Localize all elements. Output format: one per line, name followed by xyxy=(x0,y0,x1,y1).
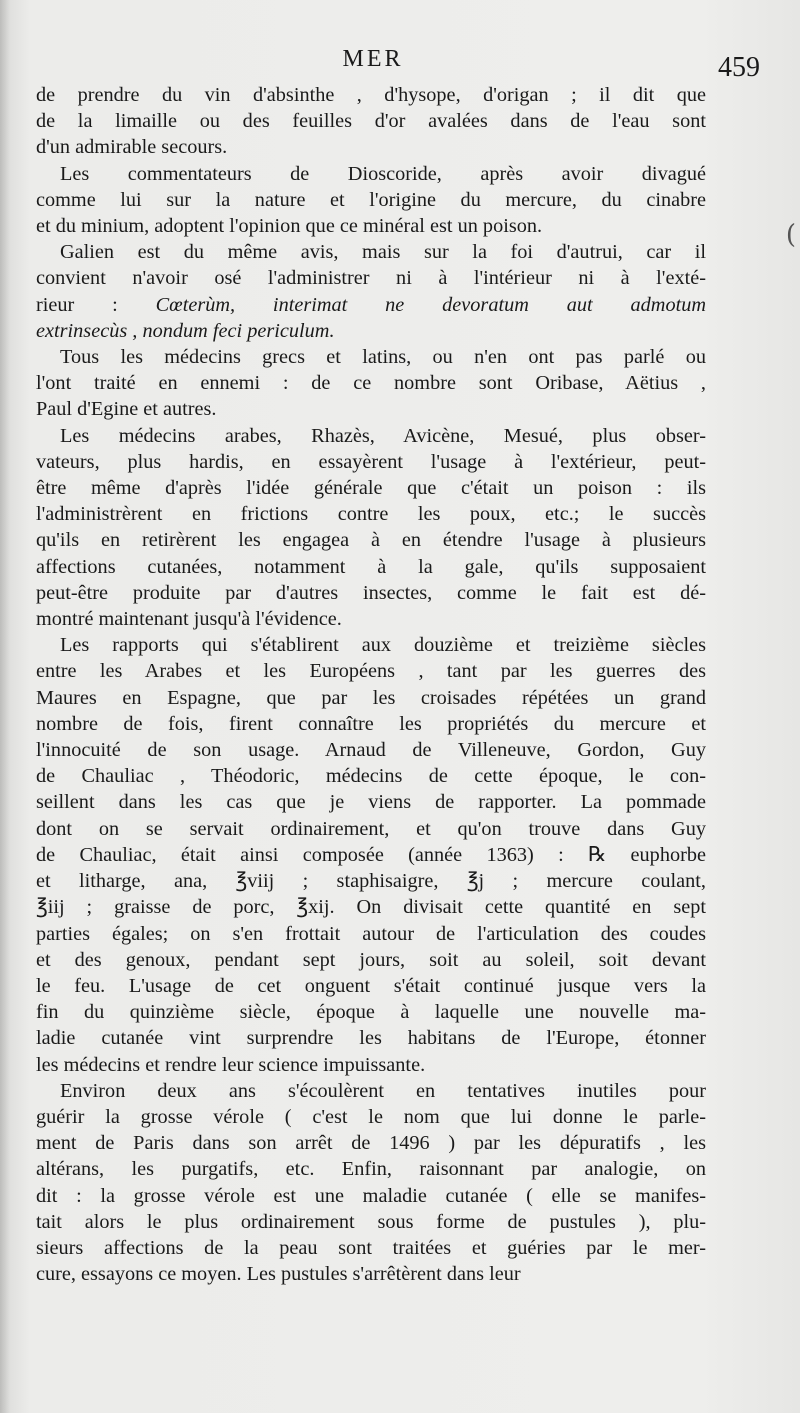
text-line: dit : la grosse vérole est une maladie cutanée ( elle se manifes- xyxy=(36,1184,706,1207)
text-line: comme lui sur la nature et l'origine du mercure, du cinabre xyxy=(36,188,706,211)
text-line: nombre de fois, firent connaître les propriétés du mercure et xyxy=(36,712,706,735)
paragraph xyxy=(36,239,706,344)
text-line: sieurs affections de la peau sont traitées et guéries par le mer- xyxy=(36,1236,706,1259)
text-line: Les commentateurs de Dioscoride, après avoir divagué xyxy=(60,162,706,185)
text-line: montré maintenant jusqu'à l'évidence. xyxy=(36,608,342,631)
text-line: rieur : Cœterùm, interimat ne devoratum aut admotum xyxy=(36,293,707,316)
text-line: tait alors le plus ordinairement sous forme de pustules ), plu- xyxy=(36,1210,706,1233)
text-line: d'un admirable secours. xyxy=(36,136,228,159)
text-line: de Chauliac, était ainsi composée (année 1363) : ℞ euphorbe xyxy=(36,843,706,866)
text-line: Les médecins arabes, Rhazès, Avicène, Mesué, plus obser- xyxy=(60,424,706,447)
text-line: les médecins et rendre leur science impuissante. xyxy=(36,1053,426,1076)
text-line: Paul d'Egine et autres. xyxy=(36,398,217,421)
text-line: Maures en Espagne, que par les croisades répétées un grand xyxy=(36,686,706,709)
text-line: qu'ils en retirèrent les engagea à en étendre l'usage à plusieurs xyxy=(36,529,706,552)
text-line: le feu. L'usage de cet onguent s'était continué jusque vers la xyxy=(36,974,706,997)
paragraph xyxy=(36,1078,706,1288)
text-line: parties égales; on s'en frottait autour de l'articulation des coudes xyxy=(36,922,706,945)
text-line: l'innocuité de son usage. Arnaud de Villeneuve, Gordon, Guy xyxy=(36,739,706,762)
text-line: Environ deux ans s'écoulèrent en tentatives inutiles pour xyxy=(60,1079,706,1102)
text-line: Galien est du même avis, mais sur la foi d'autrui, car il xyxy=(60,241,706,264)
running-head: MER xyxy=(342,46,404,72)
text-line: entre les Arabes et les Européens , tant par les guerres des xyxy=(36,660,706,683)
paragraph xyxy=(36,344,706,423)
text-line: affections cutanées, notamment à la gale, qu'ils supposaient xyxy=(36,555,706,578)
paragraph xyxy=(36,161,706,240)
text-line: Les rapports qui s'établirent aux douzième et treizième siècles xyxy=(60,634,706,657)
text-line: être même d'après l'idée générale que c'était un poison : ils xyxy=(36,477,706,500)
text-line: Tous les médecins grecs et latins, ou n'en ont pas parlé ou xyxy=(60,346,706,369)
margin-mark: ( xyxy=(785,220,796,250)
text-line: convient n'avoir osé l'administrer ni à l'intérieur ni à l'exté- xyxy=(36,267,706,290)
text-line: ment de Paris dans son arrêt de 1496 ) par les dépuratifs , les xyxy=(36,1132,706,1155)
text-line: l'administrèrent en frictions contre les poux, etc.; le succès xyxy=(36,503,706,526)
paragraph xyxy=(36,632,706,1077)
text-line: vateurs, plus hardis, en essayèrent l'usage à l'extérieur, peut- xyxy=(36,450,706,473)
text-line: et litharge, ana, ℥viij ; staphisaigre, ℥j ; mercure coulant, xyxy=(36,870,706,893)
text-line: peut-être produite par d'autres insectes, comme le fait est dé- xyxy=(36,581,706,604)
text-line: seillent dans les cas que je viens de rapporter. La pommade xyxy=(36,791,706,814)
page-number: 459 xyxy=(718,52,760,83)
text-line: l'ont traité en ennemi : de ce nombre sont Oribase, Aëtius , xyxy=(36,372,706,395)
text-line: de Chauliac , Théodoric, médecins de cette époque, le con- xyxy=(36,765,706,788)
text-line: de la limaille ou des feuilles d'or avalées dans de l'eau sont xyxy=(36,110,706,133)
page-header xyxy=(36,46,760,86)
text-line: fin du quinzième siècle, époque à laquelle une nouvelle ma- xyxy=(36,1001,706,1024)
text-line: dont on se servait ordinairement, et qu'on trouve dans Guy xyxy=(36,817,706,840)
paragraph xyxy=(36,82,706,161)
text-line: et du minium, adoptent l'opinion que ce minéral est un poison. xyxy=(36,215,543,238)
text-line: ℥iij ; graisse de porc, ℥xij. On divisait cette quantité en sept xyxy=(36,896,706,919)
text-line: cure, essayons ce moyen. Les pustules s'arrêtèrent dans leur xyxy=(36,1263,521,1286)
text-line: altérans, les purgatifs, etc. Enfin, raisonnant par analogie, on xyxy=(36,1158,706,1181)
text-line: guérir la grosse vérole ( c'est le nom que lui donne le parle- xyxy=(36,1105,706,1128)
text-body xyxy=(36,82,706,1287)
text-line: et des genoux, pendant sept jours, soit au soleil, soit devant xyxy=(36,948,706,971)
text-line: de prendre du vin d'absinthe , d'hysope, d'origan ; il dit que xyxy=(36,84,706,106)
text-line: extrinsecùs , nondum feci periculum. xyxy=(36,319,335,342)
paragraph xyxy=(36,423,706,633)
text-line: ladie cutanée vint surprendre les habitans de l'Europe, étonner xyxy=(36,1027,706,1050)
